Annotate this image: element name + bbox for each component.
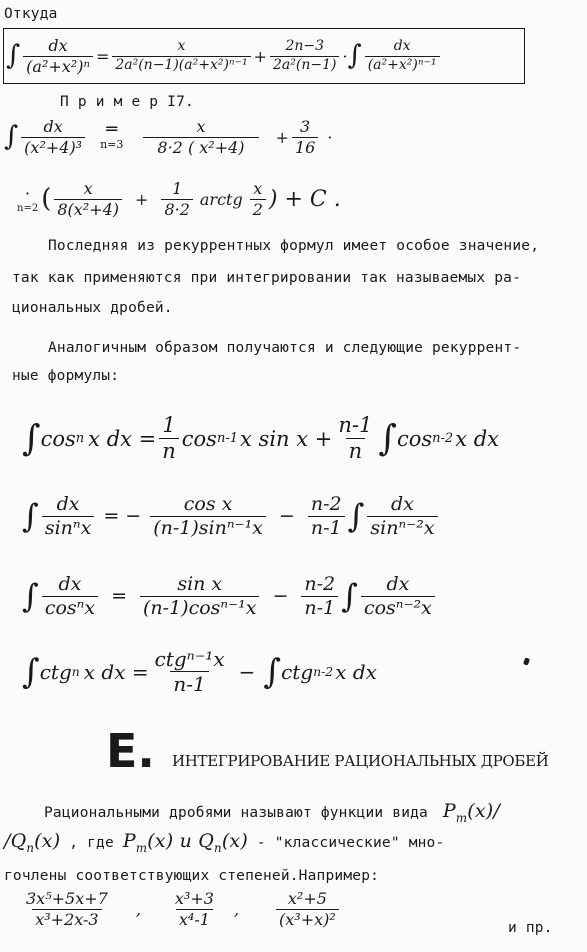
argument: (x) и (147, 830, 199, 852)
fraction (301, 574, 338, 619)
numerator: dx (391, 493, 414, 515)
fraction (150, 494, 266, 539)
exponent: n-2 (313, 664, 334, 679)
example-line-2 (14, 180, 341, 218)
numerator: n-2 (304, 573, 336, 595)
intro-label: Откуда (4, 6, 58, 22)
term-tail: x sin x + (240, 426, 333, 451)
exponent: n (71, 664, 80, 679)
paragraph-line: циональных дробей. (12, 300, 173, 316)
fraction (361, 574, 435, 619)
fraction (23, 37, 93, 75)
integral-sign: ∫ (263, 651, 282, 692)
function-name: ctg (39, 659, 72, 684)
denominator: 16 (292, 137, 318, 157)
closing-text: ) + C . (268, 186, 341, 212)
ink-mark (523, 657, 530, 665)
numerator: dx (43, 117, 63, 136)
denominator: cosⁿx (42, 596, 98, 619)
denominator: (n-1)sinⁿ⁻¹x (150, 516, 266, 539)
numerator: ctgⁿ⁻¹x (154, 647, 225, 671)
fraction (54, 180, 122, 218)
argument: (x) (34, 830, 61, 852)
denominator: (x³+x)² (276, 909, 339, 929)
paragraph-text: - "классические" мно- (256, 835, 445, 851)
numerator: n-2 (310, 493, 342, 515)
equals-sign: = (95, 46, 110, 66)
integrand-tail: x dx = (88, 426, 157, 451)
paragraph-line: так как применяются при интегрировании так называемых ра- (12, 270, 521, 286)
polynomial-qn (4, 830, 61, 855)
denominator: cosⁿ⁻²x (361, 596, 435, 619)
prefix-with-condition (17, 184, 38, 214)
fraction-examples (20, 890, 342, 928)
separator: , (135, 899, 141, 919)
fraction (140, 574, 259, 619)
denominator: x³+2x-3 (32, 909, 101, 929)
denominator: (a²+x²)ⁿ⁻¹ (365, 56, 440, 73)
fraction (161, 180, 192, 218)
trailing-text: и пр. (508, 920, 553, 936)
numerator: x (83, 179, 93, 198)
polynomial-pm (442, 800, 501, 825)
denominator: 8(x²+4) (54, 199, 122, 219)
symbol: Q (198, 830, 215, 852)
function-name: cos (396, 426, 433, 451)
integrand-tail: x dx (455, 426, 499, 451)
fraction (152, 648, 228, 695)
denominator: (x²+4)³ (21, 137, 85, 157)
exponent: n (75, 431, 85, 447)
denominator: n (346, 438, 366, 463)
numerator: 2n−3 (285, 38, 324, 55)
dot-operator: · (25, 184, 31, 204)
example-line-1 (4, 118, 332, 156)
paragraph-line: ные формулы: (12, 368, 120, 384)
numerator: 3x⁵+5x+7 (26, 889, 108, 908)
plus-sign: + (253, 46, 267, 66)
numerator: 3 (300, 117, 311, 136)
example-title: П р и м е р I7. (60, 94, 194, 110)
numerator: dx (56, 493, 80, 515)
fraction (42, 574, 98, 619)
fraction (335, 414, 375, 463)
argument: (x) (221, 830, 248, 852)
condition-label: n=3 (100, 138, 124, 152)
paragraph-line: гочлены соответствующих степеней.Например: (4, 868, 380, 884)
numerator: sin x (177, 573, 223, 595)
section-letter: E. (106, 724, 155, 778)
integral-sign: ∫ (347, 40, 362, 72)
minus-sign: − (272, 585, 289, 608)
paragraph-line: Последняя из рекуррентных формул имеет особое значение, (48, 238, 540, 254)
function-name: ctg (281, 659, 314, 684)
denominator: n-1 (170, 671, 208, 695)
equals-sign: = (111, 585, 127, 608)
fraction (365, 39, 440, 73)
section-title: ИНТЕГРИРОВАНИЕ РАЦИОНАЛЬНЫХ ДРОБЕЙ (172, 752, 549, 770)
integral-sign: ∫ (4, 121, 19, 153)
exponent: n-1 (216, 431, 239, 447)
function-name: cos (40, 426, 76, 451)
numerator: x²+5 (287, 889, 327, 908)
denominator: 2a²(n−1)(a²+x²)ⁿ⁻¹ (112, 56, 250, 73)
denominator: 8·2 (161, 199, 192, 219)
denominator: n (159, 438, 179, 463)
denominator: n-1 (308, 516, 345, 539)
denominator: (a²+x²)ⁿ (23, 56, 93, 76)
denominator: n-1 (301, 596, 338, 619)
numerator: dx (58, 573, 82, 595)
fraction (112, 39, 250, 73)
plus-sign: + (275, 127, 289, 147)
symbol: P (122, 830, 136, 852)
formula-sin-recurrence (22, 494, 441, 539)
numerator: x (196, 117, 206, 136)
numerator: n-1 (338, 413, 373, 437)
integral-sign: ∫ (22, 417, 41, 459)
fraction (42, 494, 94, 539)
dot-operator: · (327, 127, 333, 147)
numerator: dx (48, 35, 68, 55)
denominator: 8·2 ( x²+4) (143, 137, 258, 157)
subscript: m (135, 840, 148, 855)
numerator: x (253, 179, 263, 198)
numerator: 1 (162, 413, 176, 437)
minus-sign: − (238, 659, 256, 684)
condition-label: n=2 (17, 203, 39, 215)
denominator: x⁴-1 (176, 909, 213, 929)
fraction (143, 118, 258, 156)
subscript: n (214, 840, 222, 855)
denominator: 2a²(n−1) (270, 56, 339, 73)
integral-sign: ∫ (22, 577, 39, 616)
subscript: n (26, 840, 35, 855)
function-name: arctg (199, 189, 243, 209)
fraction (276, 890, 339, 928)
formula-ctg-recurrence (22, 648, 377, 695)
numerator: dx (386, 573, 410, 595)
denominator: 2 (250, 199, 266, 219)
paragraph-text: , где (69, 835, 123, 851)
integrand-tail: x dx (335, 659, 377, 684)
formula-cos-recurrence (22, 574, 438, 619)
minus-sign: − (278, 505, 295, 528)
boxed-recurrence-formula (3, 28, 525, 84)
left-paren: ( (41, 184, 52, 215)
numerator: 1 (172, 179, 183, 198)
paragraph-text: Рациональными дробями называют функции вида (44, 805, 428, 821)
polynomial-qn (198, 830, 248, 855)
exponent: n-2 (432, 431, 454, 447)
integral-sign: ∫ (6, 40, 21, 72)
fraction (367, 494, 437, 539)
polynomial-pm (122, 830, 199, 855)
denominator: sinⁿx (42, 516, 94, 539)
fraction (250, 180, 266, 218)
fraction (292, 118, 318, 156)
paragraph-line (4, 830, 444, 855)
fraction (308, 494, 345, 539)
plus-sign: + (135, 189, 149, 209)
function-name: cos (181, 426, 217, 451)
numerator: cos x (183, 493, 233, 515)
numerator: dx (393, 38, 411, 55)
paragraph-line (44, 800, 500, 825)
numerator: x³+3 (174, 889, 214, 908)
fraction (21, 118, 85, 156)
subscript: m (455, 810, 468, 825)
denominator: (n-1)cosⁿ⁻¹x (140, 596, 259, 619)
formula-cos-power (22, 414, 499, 463)
dot-operator: · (342, 46, 348, 66)
paragraph-line: Аналогичным образом получаются и следующие рекуррент- (48, 340, 522, 356)
symbol: P (442, 800, 456, 822)
fraction (270, 39, 339, 73)
integral-sign: ∫ (22, 497, 39, 536)
numerator: x (177, 38, 186, 55)
integral-sign: ∫ (347, 497, 365, 536)
fraction (159, 414, 179, 463)
integral-sign: ∫ (378, 417, 397, 459)
equals-sign: = − (103, 505, 142, 528)
separator: , (233, 899, 240, 919)
symbol: /Q (4, 830, 27, 852)
fraction (172, 890, 217, 928)
denominator: sinⁿ⁻²x (367, 516, 437, 539)
argument: (x)/ (467, 800, 501, 822)
integrand-tail: x dx = (83, 659, 149, 684)
integral-sign: ∫ (341, 577, 358, 616)
equals-with-condition: ═ n=3 (100, 118, 124, 152)
fraction (23, 890, 111, 928)
integral-sign: ∫ (22, 651, 40, 692)
